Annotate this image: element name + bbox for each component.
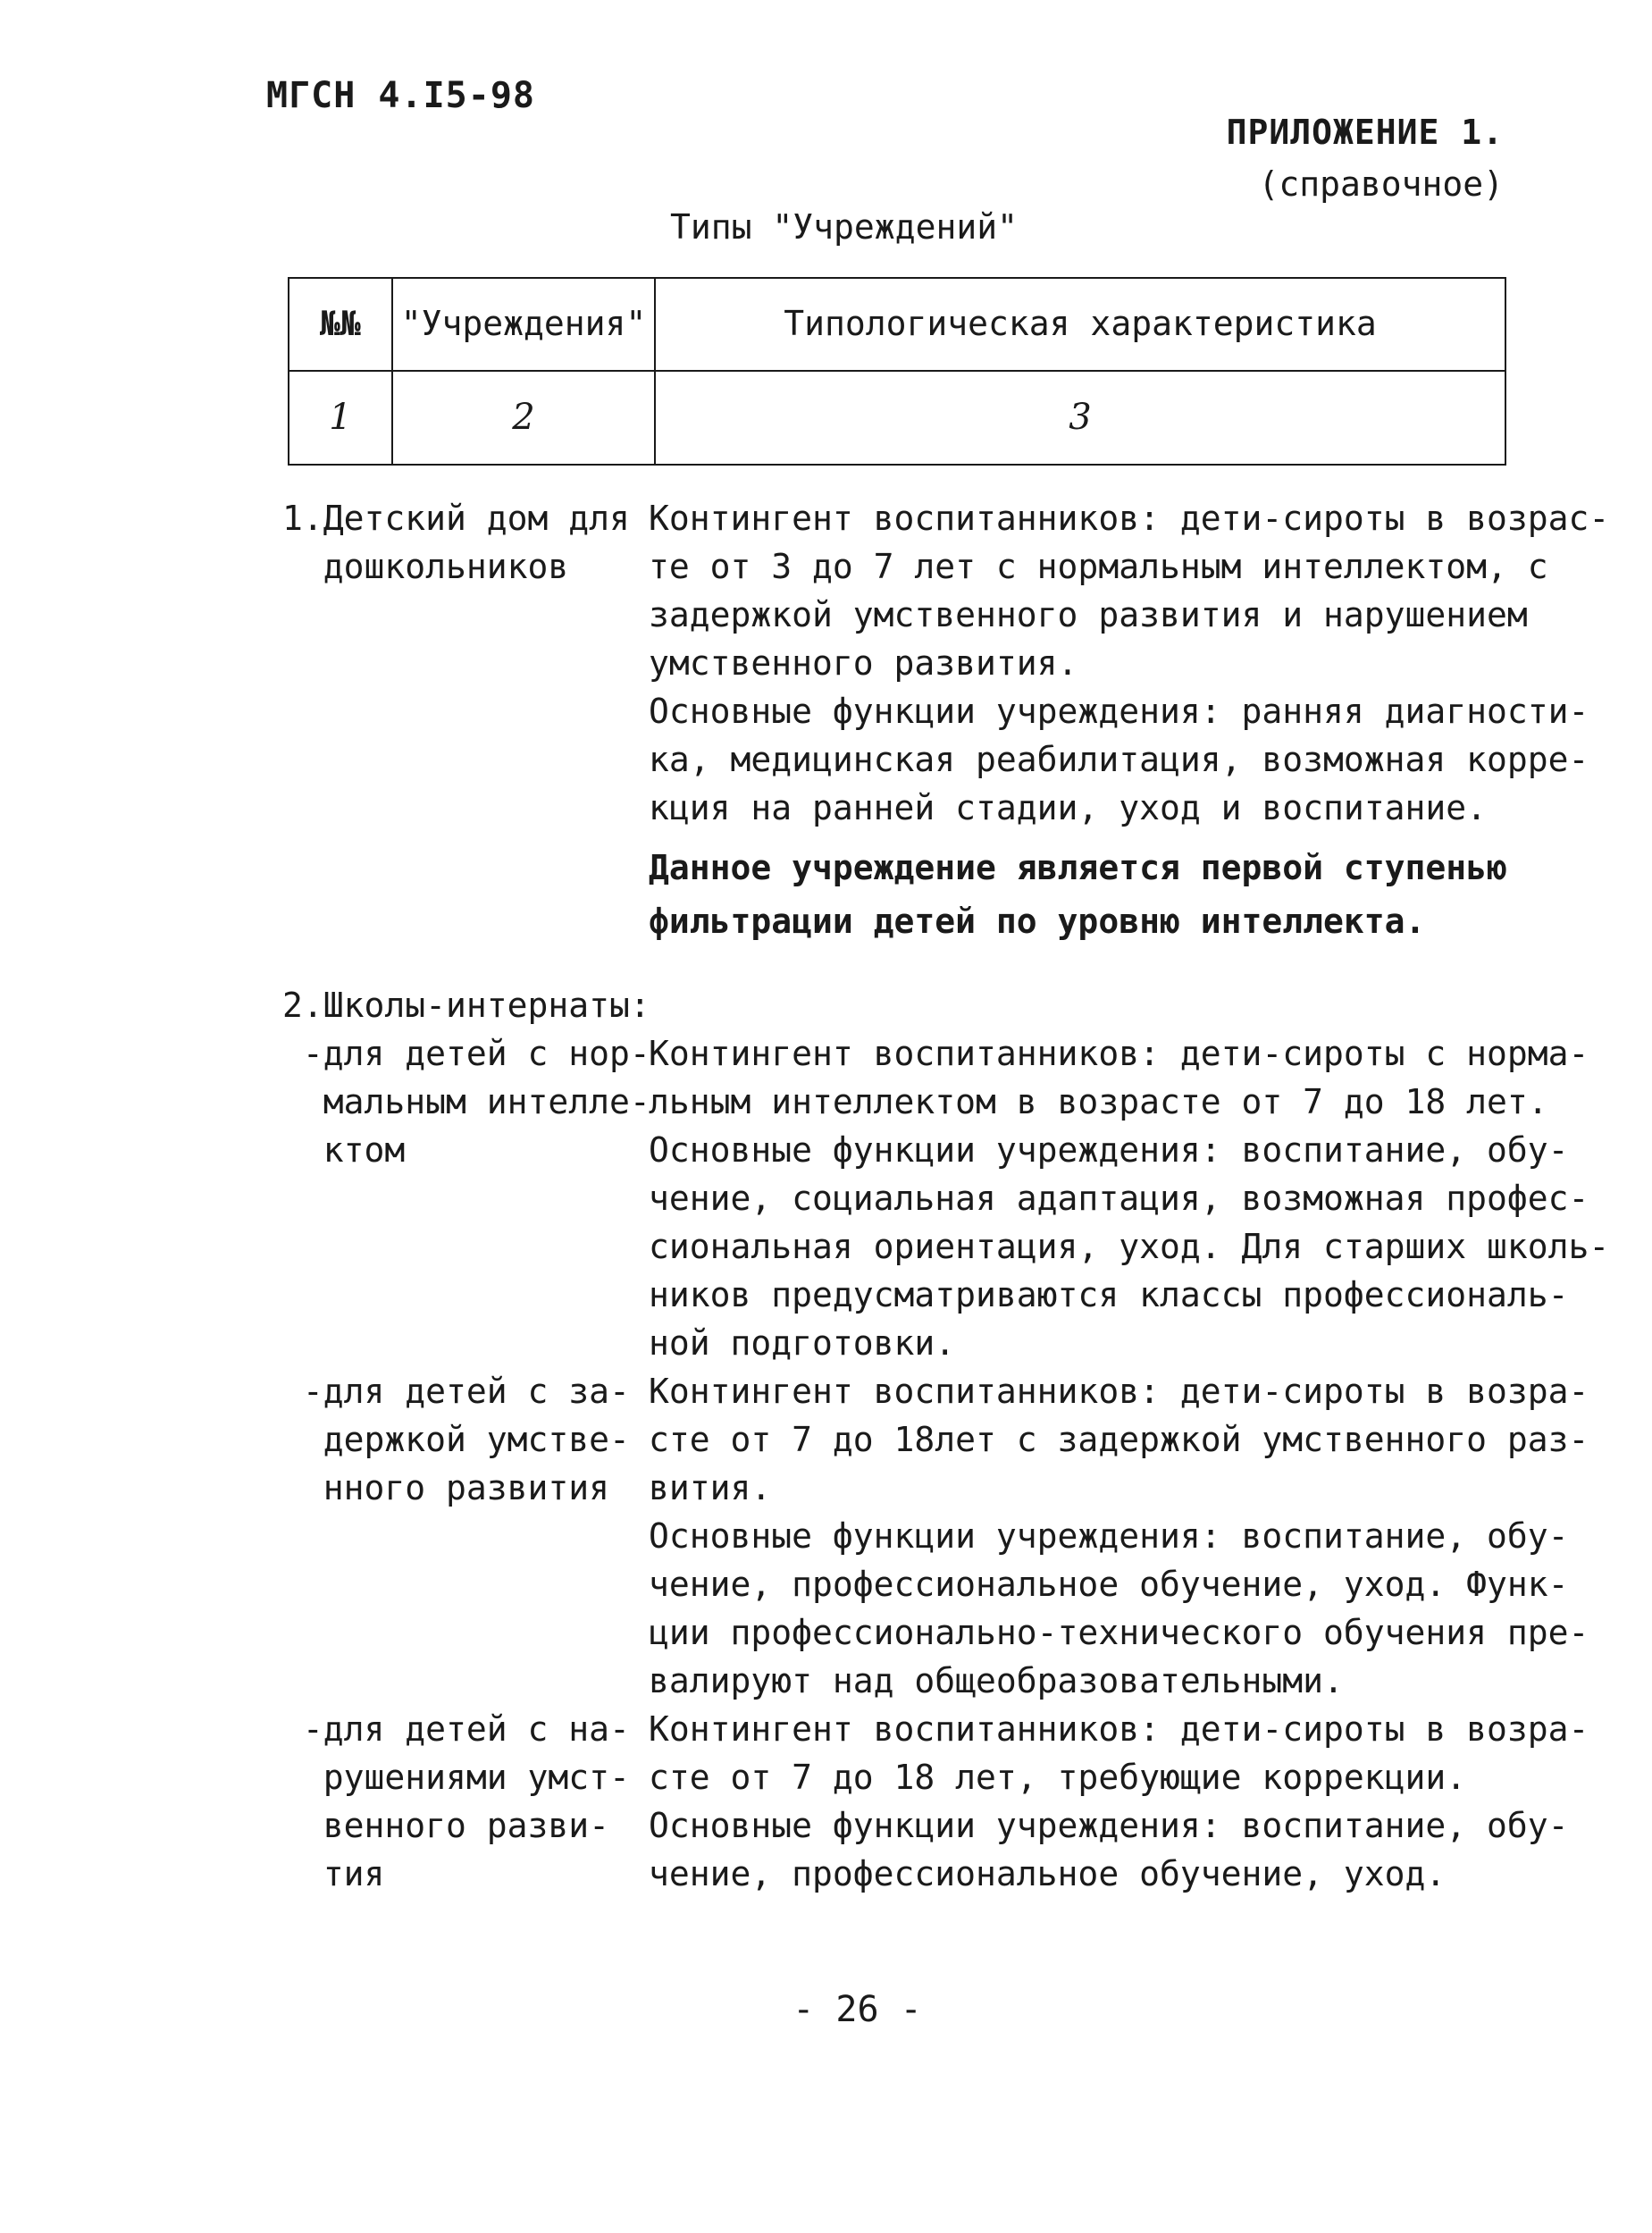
text-line: тия [282,1854,385,1893]
text-line: чение, социальная адаптация, возможная профес- [649,1179,1589,1218]
appendix-note: (справочное) [1258,164,1504,204]
text-line: держкой умстве- [282,1420,630,1459]
text-line: Контингент воспитанников: дети-сироты в возрас- [649,499,1610,538]
text-line: ников предусматриваются классы профессиональ- [649,1275,1569,1314]
entry-institution [282,1367,640,1512]
text-line: 1.Детский дом для [282,499,630,538]
text-line: Основные функции учреждения: воспитание, обу- [649,1806,1569,1845]
text-line: чение, профессиональное обучение, уход. Функ- [649,1565,1569,1604]
text-line: -для детей с на- [282,1709,630,1749]
table-mid-border [288,370,1506,372]
col-header-characteristic: Типологическая характеристика [784,304,1377,343]
entry-characteristic [649,494,1610,948]
entry-institution [282,494,640,591]
text-line: ции профессионально-технического обучения пре- [649,1613,1589,1652]
text-line: мальным интелле- [282,1082,650,1121]
col-number-3: 3 [1069,397,1092,438]
col-number-1: 1 [329,397,352,438]
text-line: валируют над общеобразовательными. [649,1661,1344,1700]
text-line: Основные функции учреждения: воспитание, обу- [649,1130,1569,1170]
text-line: кция на ранней стадии, уход и воспитание. [649,788,1487,827]
col-header-institution: "Учреждения" [400,304,647,343]
entry-characteristic [649,1367,1589,1705]
text-line: рушениями умст- [282,1758,630,1797]
col-number-2: 2 [512,397,535,438]
entry-institution [282,1029,650,1174]
table-top-border [288,277,1506,279]
text-line: -для детей с за- [282,1372,630,1411]
text-line: чение, профессиональное обучение, уход. [649,1854,1447,1893]
text-line: -для детей с нор- [282,1034,650,1073]
text-line: сиональная ориентация, уход. Для старших школь- [649,1227,1610,1266]
text-line: ка, медицинская реабилитация, возможная корре- [649,740,1589,779]
text-line: вития. [649,1468,772,1507]
entry-institution [282,1705,640,1898]
text-line: нного развития [282,1468,610,1507]
table-header [288,277,1506,467]
text-line: ной подготовки. [649,1323,956,1363]
text-line: венного разви- [282,1806,610,1845]
text-line: Контингент воспитанников: дети-сироты с норма- [649,1034,1589,1073]
appendix-title: ПРИЛОЖЕНИЕ 1. [1226,113,1504,152]
text-line: сте от 7 до 18лет с задержкой умственного раз- [649,1420,1589,1459]
text-line: льным интеллектом в возрасте от 7 до 18 лет. [649,1082,1548,1121]
text-line: задержкой умственного развития и нарушением [649,595,1528,634]
document-code: МГСН 4.I5-98 [266,75,535,116]
page-number: - 26 - [792,1989,922,2030]
text-line: Контингент воспитанников: дети-сироты в возра- [649,1372,1589,1411]
bold-note-line: Данное учреждение является первой ступенью [649,848,1507,887]
bold-note-line: фильтрации детей по уровню интеллекта. [649,902,1426,941]
entry-characteristic [649,1029,1610,1367]
text-line: ктом [282,1130,406,1170]
text-line: Основные функции учреждения: ранняя диагности- [649,692,1589,731]
table-title: Типы "Учреждений" [670,207,1018,247]
text-line: дошкольников [282,547,569,586]
entry-boarding-schools-title [282,981,650,1029]
table-right-border [1505,277,1506,466]
text-line: 2.Школы-интернаты: [282,986,650,1025]
text-line: сте от 7 до 18 лет, требующие коррекции. [649,1758,1467,1797]
table-bottom-border [288,464,1506,466]
text-line: Контингент воспитанников: дети-сироты в возра- [649,1709,1589,1749]
text-line: те от 3 до 7 лет с нормальным интеллектом, с [649,547,1548,586]
entry-characteristic [649,1705,1589,1898]
col-header-number: №№ [320,304,361,343]
text-line: Основные функции учреждения: воспитание, обу- [649,1516,1569,1556]
text-line: умственного развития. [649,643,1078,683]
